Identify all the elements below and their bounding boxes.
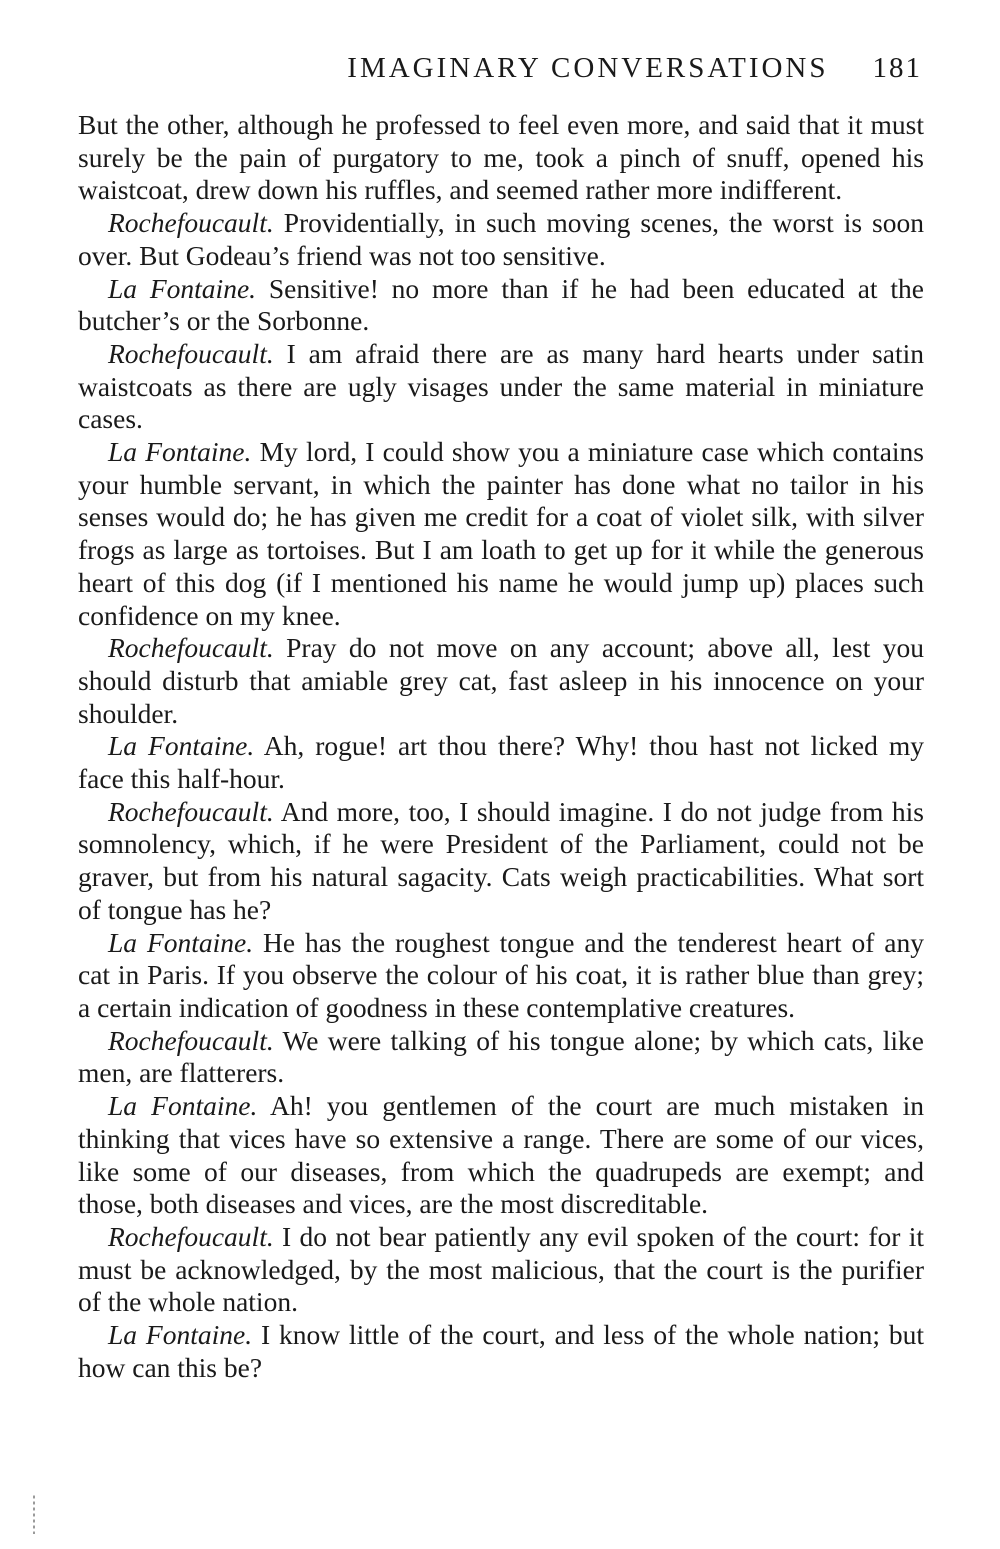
paragraph-la-fontaine — [78, 730, 924, 795]
running-head-title: IMAGINARY CONVERSATIONS — [347, 52, 829, 84]
paragraph-rochefoucault — [78, 338, 924, 436]
page-number: 181 — [872, 52, 922, 84]
dialogue-text — [78, 109, 924, 1384]
paragraph-text: We were talking of his tongue alone; by which cats, like men, are flatterers. — [78, 1024, 924, 1089]
speaker-name: Rochefoucault. — [108, 337, 274, 369]
speaker-name: La Fontaine. — [108, 436, 252, 468]
paragraph-rochefoucault — [78, 1221, 924, 1319]
paragraph-la-fontaine — [78, 1319, 924, 1384]
speaker-name: Rochefoucault. — [108, 1220, 274, 1252]
speaker-name: La Fontaine. — [108, 1090, 258, 1122]
paragraph-la-fontaine — [78, 436, 924, 632]
paragraph-text: I know little of the court, and less of the whole nation; but how can this be? — [78, 1319, 924, 1383]
paragraph-la-fontaine — [78, 273, 924, 338]
speaker-name: La Fontaine. — [108, 926, 254, 958]
paragraph-text: Pray do not move on any account; above all, lest you should disturb that amiable grey cat, fast asleep in his innocence on your shoulder. — [78, 632, 925, 729]
paragraph-la-fontaine — [78, 1090, 924, 1221]
speaker-name: Rochefoucault. — [108, 632, 274, 664]
paragraph-rochefoucault — [78, 796, 924, 927]
speaker-name: Rochefoucault. — [108, 1024, 274, 1056]
paragraph-text: I am afraid there are as many hard hearts under satin waistcoats as there are ugly visages under the same material in miniature cases. — [78, 337, 924, 435]
paragraph-text: My lord, I could show you a miniature case which contains your humble servant, in which the painter has done what no tailor in his senses would do; he has given me credit for a coat of violet silk, with silver frogs as large as tortoises. But I am loath to get up for it while the generous heart of this dog (if I mentioned his name he would jump up) places such confidence on my knee. — [78, 436, 925, 631]
paragraph-text: Ah! you gentlemen of the court are much mistaken in thinking that vices have so extensive a range. There are some of our vices, like some of our diseases, from which the quadrupeds are exempt; and those, both diseases and vices, are the most discreditable. — [78, 1090, 924, 1220]
speaker-name: La Fontaine. — [108, 730, 255, 762]
speaker-name: La Fontaine. — [108, 1319, 253, 1351]
paragraph-text: And more, too, I should imagine. I do not judge from his somnolency, which, if he were President of the Parliament, could not be graver, but from his natural sagacity. Cats weigh practicabilities. What sort of tongue has he? — [78, 795, 925, 925]
speaker-name: La Fontaine. — [108, 272, 257, 304]
paragraph-narration — [78, 109, 924, 207]
speaker-name: Rochefoucault. — [108, 795, 274, 827]
paragraph-rochefoucault — [78, 207, 924, 272]
paragraph-text: I do not bear patiently any evil spoken of the court: for it must be acknowledged, by the most malicious, that the court is the purifier of the whole nation. — [78, 1220, 925, 1318]
speaker-name: Rochefoucault. — [108, 207, 274, 239]
paragraph-text: Sensitive! no more than if he had been educated at the butcher’s or the Sorbonne. — [78, 272, 924, 337]
book-page — [78, 52, 924, 1384]
paragraph-la-fontaine — [78, 927, 924, 1025]
paragraph-text: He has the roughest tongue and the tenderest heart of any cat in Paris. If you observe the colour of his coat, it is rather blue than grey; a certain indication of goodness in these contemplative creatures. — [78, 926, 924, 1023]
margin-scan-mark — [33, 1494, 35, 1534]
running-head — [78, 52, 924, 92]
paragraph-text: Ah, rogue! art thou there? Why! thou hast not licked my face this half-hour. — [78, 730, 924, 795]
paragraph-rochefoucault — [78, 632, 924, 730]
paragraph-text: But the other, although he professed to feel even more, and said that it must surely be the pain of purgatory to me, took a pinch of snuff, opened his waistcoat, drew down his ruffles, and seemed rather more indifferent. — [78, 109, 924, 206]
paragraph-rochefoucault — [78, 1025, 924, 1090]
paragraph-text: Providentially, in such moving scenes, the worst is soon over. But Godeau’s friend was not too sensitive. — [78, 207, 925, 271]
